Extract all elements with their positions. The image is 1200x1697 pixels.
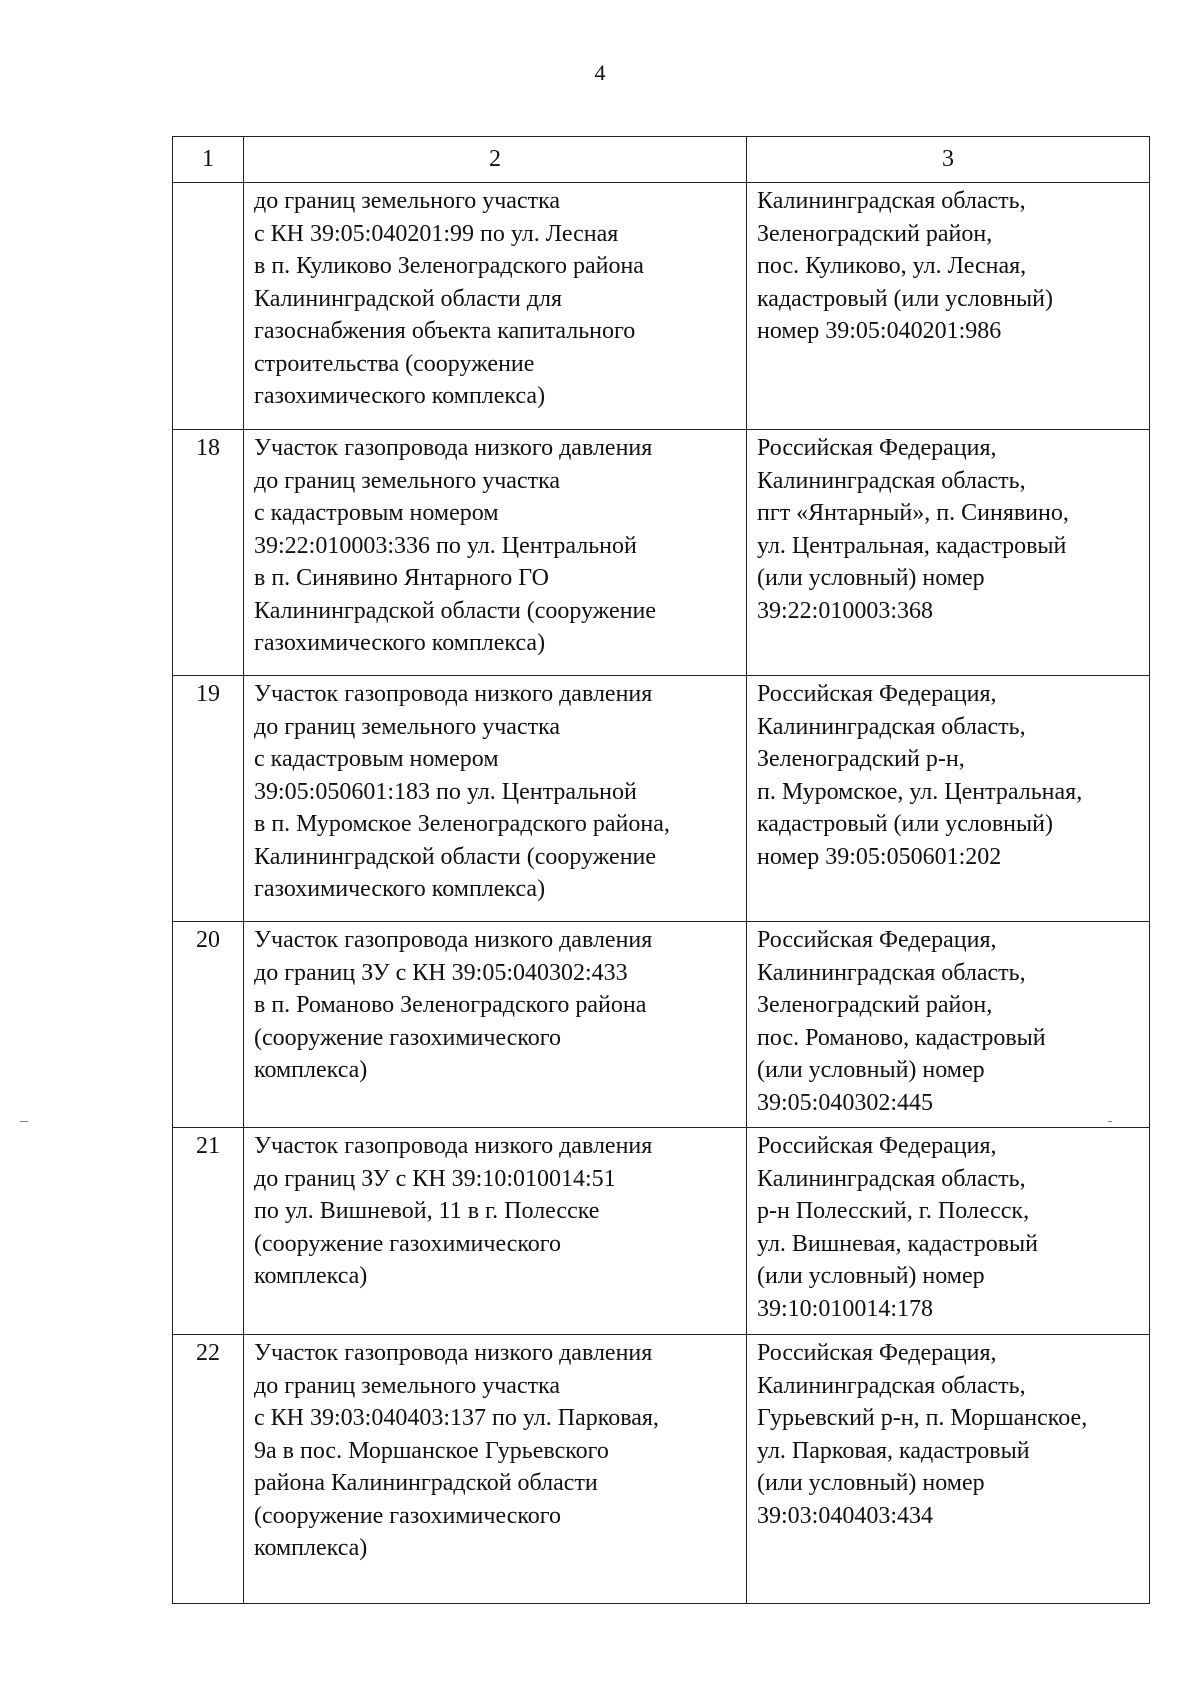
- description-line: (сооружение газохимического: [254, 1502, 562, 1529]
- description-line: в п. Синявино Янтарного ГО: [254, 565, 549, 591]
- row-number: 22: [173, 1335, 244, 1604]
- description-line: до границ земельного участка: [254, 467, 561, 494]
- address-line: кадастровый (или условный): [757, 811, 1053, 837]
- address-line: Российская Федерация,: [757, 435, 997, 461]
- description-line: Калининградской области (сооружение: [254, 843, 657, 870]
- address-line: Российская Федерация,: [757, 1133, 997, 1159]
- table-row: [173, 1128, 1150, 1335]
- table-row: [173, 183, 1150, 430]
- address-line: пгт «Янтарный», п. Синявино,: [757, 500, 1069, 526]
- description-line: газохимического комплекса): [254, 630, 546, 656]
- scan-artifact-mark: [20, 1121, 28, 1122]
- address-line: 39:05:040302:445: [757, 1089, 934, 1116]
- description-line: с кадастровым номером: [254, 746, 499, 772]
- object-description-cell: [244, 183, 747, 430]
- object-address-cell: [747, 183, 1150, 430]
- description-line: с КН 39:05:040201:99 по ул. Лесная: [254, 220, 619, 247]
- address-line: Калининградская область,: [757, 467, 1026, 494]
- description-line: в п. Муромское Зеленоградского района,: [254, 811, 670, 837]
- object-address-cell: [747, 1335, 1150, 1604]
- object-description-cell: [244, 1335, 747, 1604]
- row-number: 21: [173, 1128, 244, 1335]
- scan-artifact-mark: [1108, 1121, 1112, 1122]
- address-line: (или условный) номер: [757, 1470, 985, 1496]
- object-description-cell: [244, 1128, 747, 1335]
- description-line: строительства (сооружение: [254, 350, 535, 377]
- header-col-2: 2: [244, 137, 747, 183]
- address-line: Российская Федерация,: [757, 1340, 997, 1366]
- table-row: [173, 1335, 1150, 1604]
- address-line: Калининградская область,: [757, 959, 1026, 986]
- description-line: до границ земельного участка: [254, 713, 561, 740]
- description-line: в п. Куликово Зеленоградского района: [254, 253, 644, 279]
- description-line: газохимического комплекса): [254, 876, 546, 902]
- description-line: Участок газопровода низкого давления: [254, 927, 653, 953]
- description-line: Калининградской области для: [254, 285, 563, 312]
- description-line: до границ ЗУ с КН 39:10:010014:51: [254, 1165, 616, 1192]
- address-line: номер 39:05:050601:202: [757, 843, 1002, 870]
- description-line: 39:05:050601:183 по ул. Центральной: [254, 778, 637, 805]
- address-line: Калининградская область,: [757, 713, 1026, 740]
- description-line: по ул. Вишневой, 11 в г. Полесске: [254, 1198, 600, 1224]
- table-row: [173, 430, 1150, 676]
- address-line: 39:10:010014:178: [757, 1295, 934, 1322]
- address-line: ул. Центральная, кадастровый: [757, 532, 1067, 559]
- description-line: комплекса): [254, 1263, 368, 1289]
- object-address-cell: [747, 430, 1150, 676]
- address-line: Зеленоградский район,: [757, 992, 993, 1018]
- address-line: ул. Вишневая, кадастровый: [757, 1230, 1039, 1257]
- address-line: (или условный) номер: [757, 1057, 985, 1083]
- table-header-row: [173, 137, 1150, 183]
- object-address-cell: [747, 922, 1150, 1128]
- address-line: Калининградская область,: [757, 1372, 1026, 1399]
- description-line: Участок газопровода низкого давления: [254, 1340, 653, 1366]
- description-line: района Калининградской области: [254, 1470, 598, 1496]
- description-line: с кадастровым номером: [254, 500, 499, 526]
- address-line: (или условный) номер: [757, 1263, 985, 1289]
- description-line: 9а в пос. Моршанское Гурьевского: [254, 1437, 609, 1464]
- description-line: комплекса): [254, 1057, 368, 1083]
- header-col-1: 1: [173, 137, 244, 183]
- description-line: комплекса): [254, 1535, 368, 1561]
- address-line: кадастровый (или условный): [757, 285, 1053, 312]
- object-description-cell: [244, 676, 747, 922]
- description-line: (сооружение газохимического: [254, 1024, 562, 1051]
- address-line: Зеленоградский район,: [757, 220, 993, 247]
- object-description-cell: [244, 430, 747, 676]
- description-line: газохимического комплекса): [254, 383, 546, 409]
- table-row: [173, 676, 1150, 922]
- object-address-cell: [747, 676, 1150, 922]
- address-line: (или условный) номер: [757, 565, 985, 591]
- address-line: Российская Федерация,: [757, 681, 997, 707]
- address-line: р-н Полесский, г. Полесск,: [757, 1198, 1030, 1224]
- description-line: до границ ЗУ с КН 39:05:040302:433: [254, 959, 628, 986]
- description-line: в п. Романово Зеленоградского района: [254, 992, 647, 1018]
- address-line: номер 39:05:040201:986: [757, 318, 1002, 344]
- description-line: Участок газопровода низкого давления: [254, 681, 653, 707]
- description-line: 39:22:010003:336 по ул. Центральной: [254, 532, 637, 559]
- row-number: 19: [173, 676, 244, 922]
- row-number: 18: [173, 430, 244, 676]
- page-number: 4: [594, 60, 606, 85]
- description-line: Участок газопровода низкого давления: [254, 1133, 653, 1159]
- address-line: пос. Куликово, ул. Лесная,: [757, 253, 1027, 279]
- description-line: (сооружение газохимического: [254, 1230, 562, 1257]
- description-line: до границ земельного участка: [254, 188, 561, 214]
- address-line: п. Муромское, ул. Центральная,: [757, 778, 1083, 805]
- description-line: с КН 39:03:040403:137 по ул. Парковая,: [254, 1405, 659, 1431]
- address-line: 39:03:040403:434: [757, 1502, 934, 1529]
- row-number: 20: [173, 922, 244, 1128]
- object-address-cell: [747, 1128, 1150, 1335]
- address-line: Калининградская область,: [757, 1165, 1026, 1192]
- description-line: Калининградской области (сооружение: [254, 597, 657, 624]
- address-line: Российская Федерация,: [757, 927, 997, 953]
- object-description-cell: [244, 922, 747, 1128]
- address-line: 39:22:010003:368: [757, 597, 934, 624]
- address-line: ул. Парковая, кадастровый: [757, 1437, 1030, 1464]
- header-col-3: 3: [747, 137, 1150, 183]
- address-line: Калининградская область,: [757, 188, 1026, 214]
- description-line: Участок газопровода низкого давления: [254, 435, 653, 461]
- address-line: Зеленоградский р-н,: [757, 746, 965, 772]
- description-line: газоснабжения объекта капитального: [254, 318, 636, 344]
- objects-table: [172, 136, 1150, 1604]
- table-row: [173, 922, 1150, 1128]
- address-line: пос. Романово, кадастровый: [757, 1024, 1046, 1051]
- address-line: Гурьевский р-н, п. Моршанское,: [757, 1405, 1088, 1431]
- description-line: до границ земельного участка: [254, 1372, 561, 1399]
- row-number: [173, 183, 244, 430]
